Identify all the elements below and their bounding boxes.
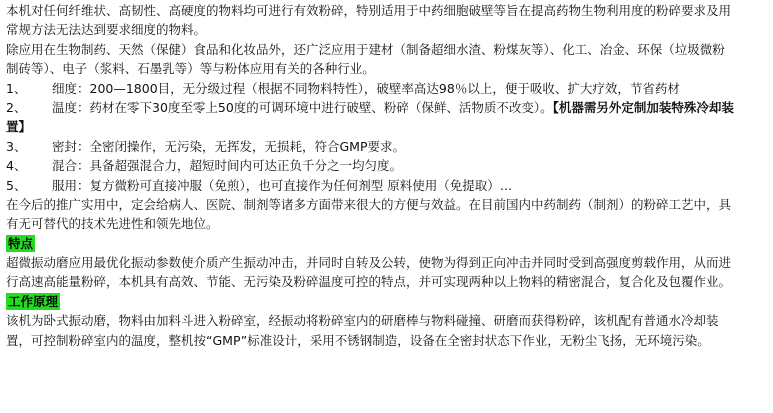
list-item <box>6 137 767 156</box>
list-item <box>6 156 767 175</box>
item-text: 服用：复方微粉可直接冲服（免煎），也可直接作为任何剂型 原料使用（免提取）… <box>52 177 513 193</box>
item-text: 细度：200—1800目，无分级过程（根据不同物料特性），破壁率高达98％以上，便于吸收、扩大疗效，节省药材 <box>52 80 680 96</box>
item-number: 1、 <box>6 80 27 96</box>
list-item-continuation <box>6 117 767 136</box>
list-item <box>6 176 767 195</box>
section-heading-features: 特点 <box>8 235 34 251</box>
intro-line: 制砖等）、电子（浆料、石墨乳等）等与粉体应用有关的各种行业。 <box>6 61 375 77</box>
item-number: 5、 <box>6 177 27 193</box>
outlook-line: 有无可替代的技术先进性和领先地位。 <box>6 216 219 232</box>
principle-line: 该机为卧式振动磨，物料由加料斗进入粉碎室，经振动将粉碎室内的研磨棒与物料碰撞、研磨而获得粉碎，该机配有普通水冷却装 <box>6 313 719 329</box>
features-line: 行高速高能量粉碎，本机具有高效、节能、无污染及粉碎温度可控的特点，并可实现两种以上物料的精密混合，复合化及包覆作业。 <box>6 274 732 290</box>
item-text: 温度：药材在零下30度至零上50度的可调环境中进行破壁、粉碎（保鲜、活物质不改变）。 <box>52 99 553 115</box>
item-emphasis: 【机器需另外定制加装特殊冷却装 <box>552 99 734 115</box>
item-number: 2、 <box>6 99 27 115</box>
item-number: 3、 <box>6 138 27 154</box>
intro-line: 常规方法无法达到要求细度的物料。 <box>6 22 207 38</box>
item-text: 混合：具备超强混合力，超短时间内可达正负千分之一均匀度。 <box>52 158 403 174</box>
list-item <box>6 98 767 117</box>
principle-line: 置，可控制粉碎室内的温度，整机按“GMP”标准设计，采用不锈钢制造，设备在全密封状态下作业，无粉尘飞扬，无环境污染。 <box>6 332 710 348</box>
principle-heading-row <box>6 292 767 311</box>
intro-line: 除应用在生物制药、天然（保健）食品和化妆品外，还广泛应用于建材（制备超细水渣、粉煤灰等）、化工、冶金、环保（垃圾微粉 <box>6 41 725 57</box>
outlook-line: 在今后的推广实用中，定会给病人、医院、制剂等诸多方面带来很大的方便与效益。在目前国内中药制药（制剂）的粉碎工艺中，具 <box>6 196 732 212</box>
section-heading-principle: 工作原理 <box>8 293 59 309</box>
intro-line: 本机对任何纤维状、高韧性、高硬度的物料均可进行有效粉碎，特别适用于中药细胞破壁等旨在提高药物生物利用度的粉碎要求及用 <box>6 3 732 18</box>
list-item <box>6 79 767 98</box>
features-line: 超微振动磨应用最优化振动参数使介质产生振动冲击，并同时自转及公转，使物为得到正向冲击并同时受到高强度剪载作用，从而进 <box>6 255 732 271</box>
features-heading-row <box>6 234 767 253</box>
item-number: 4、 <box>6 158 27 174</box>
item-emphasis-continued: 置】 <box>6 119 32 135</box>
item-text: 密封：全密闭操作，无污染，无挥发，无损耗，符合GMP要求。 <box>52 138 406 154</box>
